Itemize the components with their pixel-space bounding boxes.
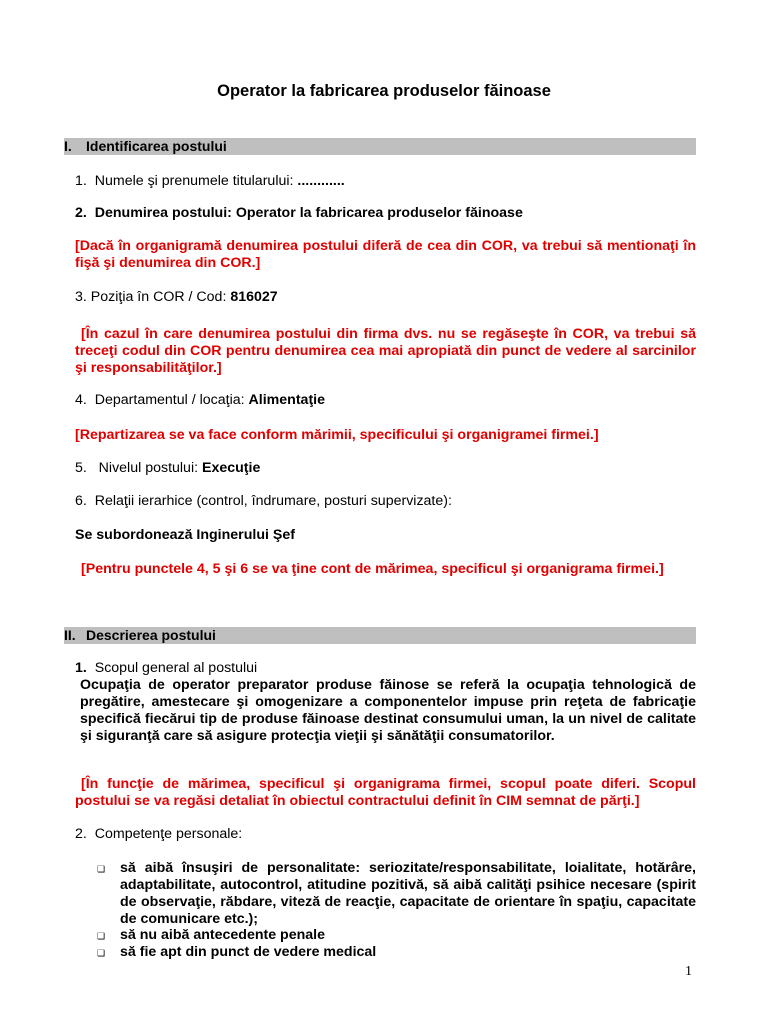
item-5-level <box>75 460 260 477</box>
s2-item-1-label: Scopul general al postului <box>94 660 258 676</box>
item-6-relations <box>75 493 452 510</box>
item-2-job-title <box>75 205 523 222</box>
item-4-label: Departamentul / locaţia: <box>94 392 245 408</box>
item-5-value: Execuţie <box>202 460 261 476</box>
item-5-number: 5. <box>75 460 87 476</box>
item-5-label: Nivelul postului: <box>98 460 199 476</box>
s2-item-1-number: 1. <box>75 660 87 676</box>
item-2-number: 2. <box>75 205 87 221</box>
item-6-number: 6. <box>75 493 87 509</box>
section-2-number: II. <box>64 627 76 643</box>
bullet-square-icon: ❏ <box>97 931 106 941</box>
item-1-label: Numele şi prenumele titularului: <box>94 173 294 189</box>
item-3-cor-code <box>75 289 278 306</box>
s2-item-1-purpose <box>75 660 257 677</box>
competence-bullet-3: să fie apt din punct de vedere medical <box>120 944 377 960</box>
item-1-value: ............ <box>297 173 345 189</box>
note-distribution: [Repartizarea se va face conform mărimii, specificului şi organigramei firmei.] <box>75 427 599 443</box>
s2-item-2-label: Competenţe personale: <box>94 826 243 842</box>
section-1-number: I. <box>64 138 72 154</box>
purpose-text: Ocupaţia de operator preparator produse făinose se referă la ocupaţia tehnologică de pregătire, amestecare şi omogenizare a componentelor impuse prin reţeta de fabricaţie specifică fiecărui tip de produse făinoase destinat consumului uman, la un nivel de calitate şi siguranţă care să asigure protecţia vieţii şi sănătăţii consumatorilor. <box>80 677 696 744</box>
section-2-header <box>64 627 696 644</box>
item-3-label: 3. Poziţia în COR / Cod: <box>75 289 227 305</box>
competence-bullet-1: să aibă însuşiri de personalitate: seriozitate/responsabilitate, loialitate, hotărâre, adaptabilitate, autocontrol, atitudine pozitivă, să aibă calităţi psihice necesare (spirit de observaţie, răbdare, viteză de reacţie, capacitate de orientare în spaţiu, capacitate de comunicare etc.); <box>120 860 696 927</box>
item-2-label: Denumirea postului: Operator la fabricarea produselor făinoase <box>94 205 523 221</box>
bullet-square-icon: ❏ <box>97 948 106 958</box>
note-points-4-5-6: [Pentru punctele 4, 5 şi 6 se va ţine cont de mărimea, specificul şi organigrama firmei.] <box>81 561 664 577</box>
s2-item-2-number: 2. <box>75 826 87 842</box>
item-3-value: 816027 <box>230 289 278 305</box>
item-1-number: 1. <box>75 173 87 189</box>
s2-item-2-competences <box>75 826 242 843</box>
item-4-department <box>75 392 325 409</box>
item-4-number: 4. <box>75 392 87 408</box>
subordination-text: Se subordonează Inginerului Şef <box>75 527 295 543</box>
section-2-title: Descrierea postului <box>86 627 216 643</box>
item-6-label: Relaţii ierarhice (control, îndrumare, posturi supervizate): <box>94 493 452 509</box>
note-purpose: [În funcţie de mărimea, specificul şi organigrama firmei, scopul poate diferi. Scopul postului se va regăsi detaliat în obiectul contractului definit în CIM semnat de părţi.] <box>75 776 696 809</box>
section-1-header <box>64 138 696 155</box>
note-cor-name: [Dacă în organigramă denumirea postului diferă de cea din COR, va trebui să mentionaţi în fişă şi denumirea din COR.] <box>75 238 696 271</box>
page-number: 1 <box>685 964 692 979</box>
note-cor-code: [În cazul în care denumirea postului din firma dvs. nu se regăseşte în COR, va trebui să treceţi codul din COR pentru denumirea cea mai apropiată din punct de vedere al sarcinilor şi responsabilităţilor.] <box>75 326 696 376</box>
item-4-value: Alimentaţie <box>248 392 326 408</box>
competence-bullet-2: să nu aibă antecedente penale <box>120 927 326 943</box>
document-title: Operator la fabricarea produselor făinoase <box>217 82 551 100</box>
section-1-title: Identificarea postului <box>86 138 227 154</box>
item-1-holder-name <box>75 173 345 190</box>
bullet-square-icon: ❏ <box>97 864 106 874</box>
